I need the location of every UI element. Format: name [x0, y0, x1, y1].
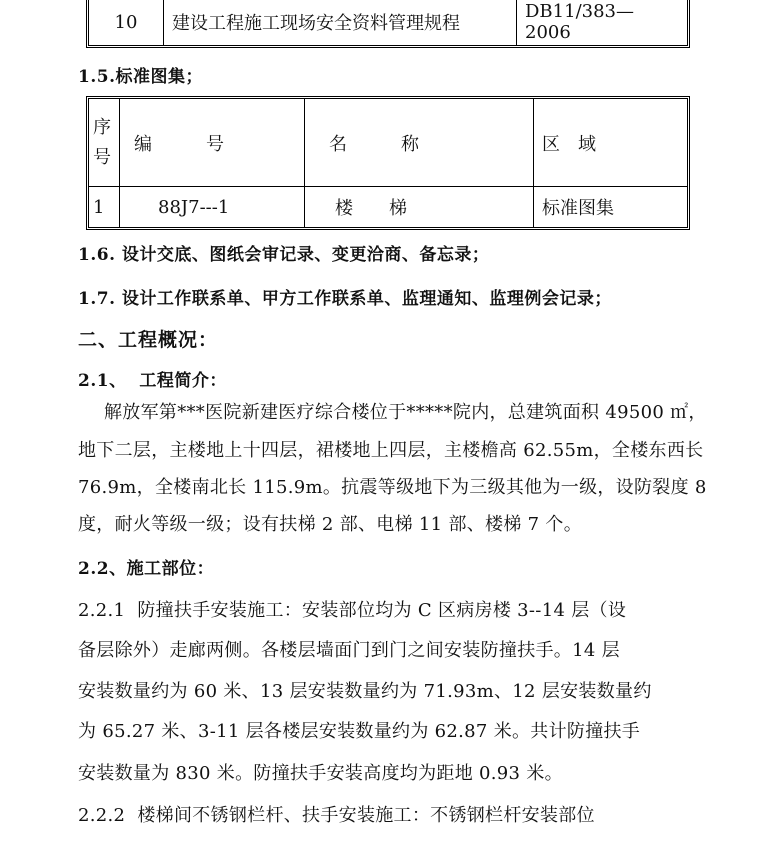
- overview-line-1: 解放军第***医院新建医疗综合楼位于*****院内，总建筑面积 49500 ㎡，: [104, 402, 707, 423]
- section-2-1-heading: 2.1、 工程简介：: [78, 371, 227, 391]
- row-standard-name: 建设工程施工现场安全资料管理规程: [164, 0, 517, 45]
- header-area: 区 域: [542, 133, 596, 155]
- item-2-2-1-line-1: 2.2.1 防撞扶手安装施工：安装部位均为 C 区病房楼 3--14 层（设: [78, 600, 627, 621]
- item-2-2-1-line-3: 安装数量约为 60 米、13 层安装数量约为 71.93m、12 层安装数量约: [78, 681, 652, 702]
- overview-line-3: 76.9m，全楼南北长 115.9m。抗震等级地下为三级其他为一级，设防裂度 8: [78, 477, 707, 498]
- section-1-5-heading: 1.5.标准图集；: [78, 67, 203, 87]
- section-2-2-heading: 2.2、施工部位：: [78, 559, 215, 579]
- cell-area: 标准图集: [534, 186, 687, 227]
- cell-code: 88J7---1: [120, 186, 305, 227]
- section-2-heading: 二、工程概况：: [78, 329, 219, 351]
- item-2-2-1-line-5: 安装数量为 830 米。防撞扶手安装高度均为距地 0.93 米。: [78, 763, 563, 784]
- item-2-2-1-line-2: 备层除外）走廊两侧。各楼层墙面门到门之间安装防撞扶手。14 层: [78, 640, 620, 661]
- cell-name: 楼 梯: [305, 186, 534, 227]
- overview-line-4: 度，耐火等级一级；设有扶梯 2 部、电梯 11 部、楼梯 7 个。: [78, 514, 583, 535]
- row-number: 10: [89, 0, 164, 45]
- section-1-6-heading: 1.6. 设计交底、图纸会审记录、变更洽商、备忘录；: [78, 245, 490, 265]
- standard-atlas-table: [86, 96, 690, 230]
- section-1-7-heading: 1.7. 设计工作联系单、甲方工作联系单、监理通知、监理例会记录；: [78, 289, 612, 309]
- standards-table-continued: [86, 0, 690, 48]
- cell-no: 1: [89, 186, 120, 227]
- header-no: 序号: [89, 99, 120, 186]
- table-header-row: [89, 99, 687, 186]
- overview-line-2: 地下二层，主楼地上十四层，裙楼地上四层，主楼檐高 62.55m，全楼东西长: [78, 440, 704, 461]
- header-code: 编 号: [120, 99, 305, 186]
- header-name: 名 称: [305, 99, 534, 186]
- item-2-2-2-line-1: 2.2.2 楼梯间不锈钢栏杆、扶手安装施工：不锈钢栏杆安装部位: [78, 805, 595, 826]
- item-2-2-1-line-4: 为 65.27 米、3-11 层各楼层安装数量约为 62.87 米。共计防撞扶手: [78, 721, 641, 742]
- table-row: [89, 0, 687, 45]
- row-standard-code: DB11/383—2006: [525, 1, 634, 43]
- table-row: [89, 186, 687, 227]
